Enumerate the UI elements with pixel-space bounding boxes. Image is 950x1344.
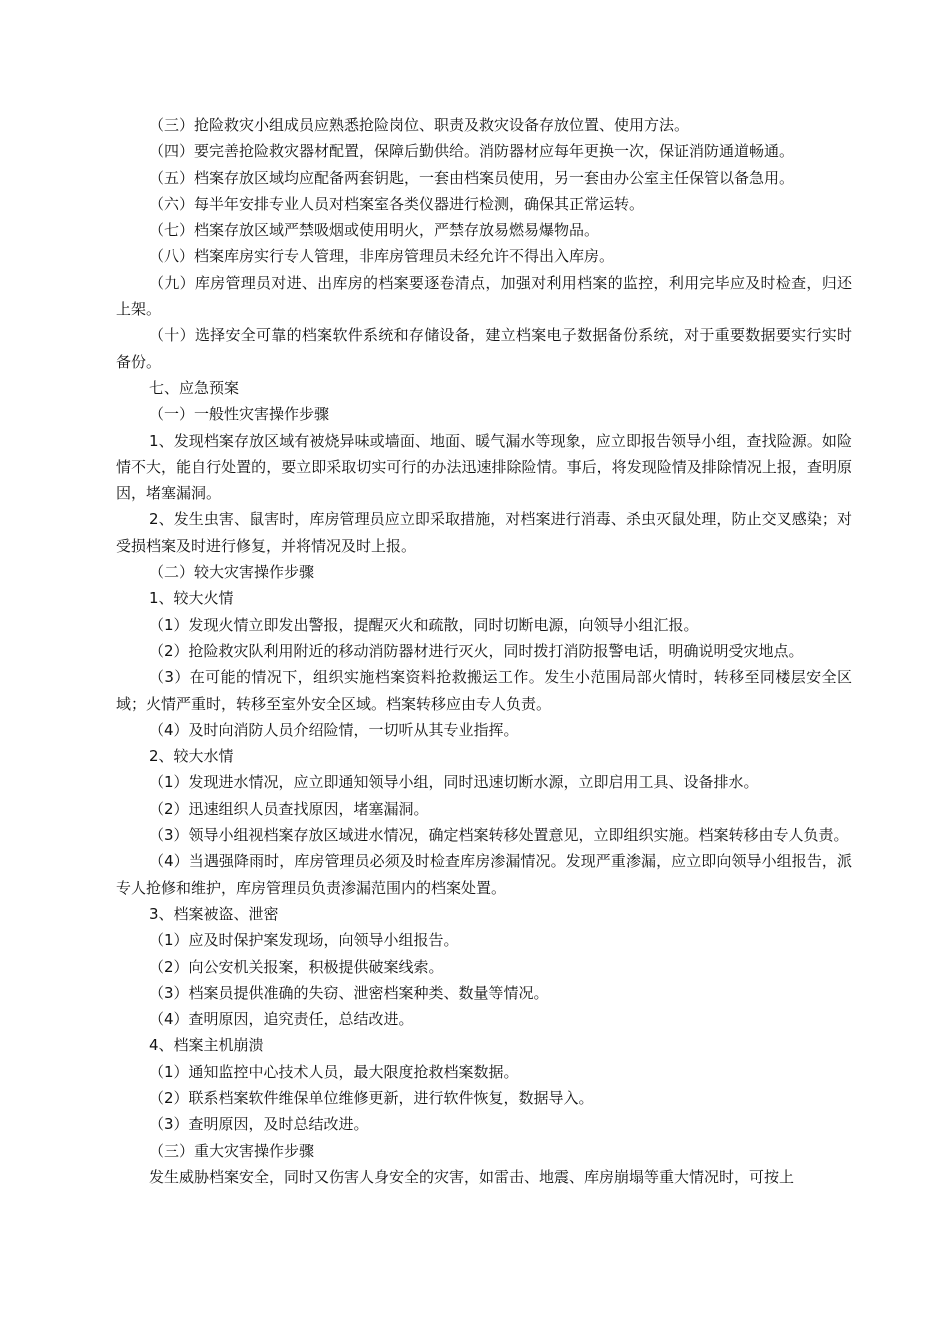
fire-step-4: （4）及时向消防人员介绍险情，一切听从其专业指挥。 xyxy=(149,720,519,739)
water-step-3: （3）领导小组视档案存放区域进水情况，确定档案转移处置意见，立即组织实施。档案转移由专人负责。 xyxy=(149,826,849,845)
crash-step-1: （1）通知监控中心技术人员，最大限度抢救档案数据。 xyxy=(149,1062,519,1081)
fire-step-3: （3）在可能的情况下，组织实施档案资料抢救搬运工作。发生小范围局部火情时，转移至同楼层安全区域；火情严重时，转移至室外安全区域。档案转移应由专人负责。 xyxy=(116,668,852,713)
crash-step-2: （2）联系档案软件维保单位维修更新，进行软件恢复，数据导入。 xyxy=(149,1088,594,1107)
paragraph-severe-intro: 发生威胁档案安全，同时又伤害人身安全的灾害，如雷击、地震、库房崩塌等重大情况时，可按上 xyxy=(149,1167,795,1186)
paragraph-item-8: （八）档案库房实行专人管理，非库房管理员未经允许不得出入库房。 xyxy=(149,247,615,266)
section-heading-emergency-plan: 七、应急预案 xyxy=(149,378,240,397)
paragraph-general-2: 2、发生虫害、鼠害时，库房管理员应立即采取措施，对档案进行消毒、杀虫灭鼠处理，防止交叉感染；对受损档案及时进行修复，并将情况及时上报。 xyxy=(116,510,852,555)
theft-step-2: （2）向公安机关报案，积极提供破案线索。 xyxy=(149,957,444,976)
item-heading-theft: 3、档案被盗、泄密 xyxy=(149,904,279,923)
fire-step-1: （1）发现火情立即发出警报，提醒灭火和疏散，同时切断电源，向领导小组汇报。 xyxy=(149,615,699,634)
water-step-4: （4）当遇强降雨时，库房管理员必须及时检查库房渗漏情况。发现严重渗漏，应立即向领导小组报告，派专人抢修和维护，库房管理员负责渗漏范围内的档案处置。 xyxy=(116,852,852,897)
paragraph-item-4: （四）要完善抢险救灾器材配置，保障后勤供给。消防器材应每年更换一次，保证消防通道畅通。 xyxy=(149,142,795,161)
water-step-2: （2）迅速组织人员查找原因，堵塞漏洞。 xyxy=(149,799,429,818)
paragraph-general-1: 1、发现档案存放区域有被烧异味或墙面、地面、暖气漏水等现象，应立即报告领导小组，查找险源。如险情不大，能自行处置的，要立即采取切实可行的办法迅速排除险情。事后，将发现险情及排除情况上报，查明原因，堵塞漏洞。 xyxy=(116,431,852,503)
water-step-1: （1）发现进水情况，应立即通知领导小组，同时迅速切断水源，立即启用工具、设备排水。 xyxy=(149,773,759,792)
item-heading-host-crash: 4、档案主机崩溃 xyxy=(149,1036,264,1055)
theft-step-1: （1）应及时保护案发现场，向领导小组报告。 xyxy=(149,931,459,950)
paragraph-item-10: （十）选择安全可靠的档案软件系统和存储设备，建立档案电子数据备份系统，对于重要数据要实行实时备份。 xyxy=(116,326,852,371)
subsection-heading-severe-disaster: （三）重大灾害操作步骤 xyxy=(149,1141,315,1160)
paragraph-item-7: （七）档案存放区域严禁吸烟或使用明火，严禁存放易燃易爆物品。 xyxy=(149,221,600,240)
theft-step-4: （4）查明原因，追究责任，总结改进。 xyxy=(149,1010,414,1029)
paragraph-item-3: （三）抢险救灾小组成员应熟悉抢险岗位、职责及救灾设备存放位置、使用方法。 xyxy=(149,116,690,134)
paragraph-item-5: （五）档案存放区域均应配备两套钥匙，一套由档案员使用，另一套由办公室主任保管以备急用。 xyxy=(149,168,795,187)
subsection-heading-major-disaster: （二）较大灾害操作步骤 xyxy=(149,563,315,582)
item-heading-water: 2、较大水情 xyxy=(149,747,234,766)
subsection-heading-general-disaster: （一）一般性灾害操作步骤 xyxy=(149,405,330,424)
document-body xyxy=(116,112,852,1190)
theft-step-3: （3）档案员提供准确的失窃、泄密档案种类、数量等情况。 xyxy=(149,983,549,1002)
fire-step-2: （2）抢险救灾队利用附近的移动消防器材进行灭火，同时拨打消防报警电话，明确说明受灾地点。 xyxy=(149,641,804,660)
crash-step-3: （3）查明原因，及时总结改进。 xyxy=(149,1115,369,1134)
item-heading-fire: 1、较大火情 xyxy=(149,589,234,608)
paragraph-item-9: （九）库房管理员对进、出库房的档案要逐卷清点，加强对利用档案的监控，利用完毕应及时检查，归还上架。 xyxy=(116,273,852,319)
paragraph-item-6: （六）每半年安排专业人员对档案室各类仪器进行检测，确保其正常运转。 xyxy=(149,194,645,213)
